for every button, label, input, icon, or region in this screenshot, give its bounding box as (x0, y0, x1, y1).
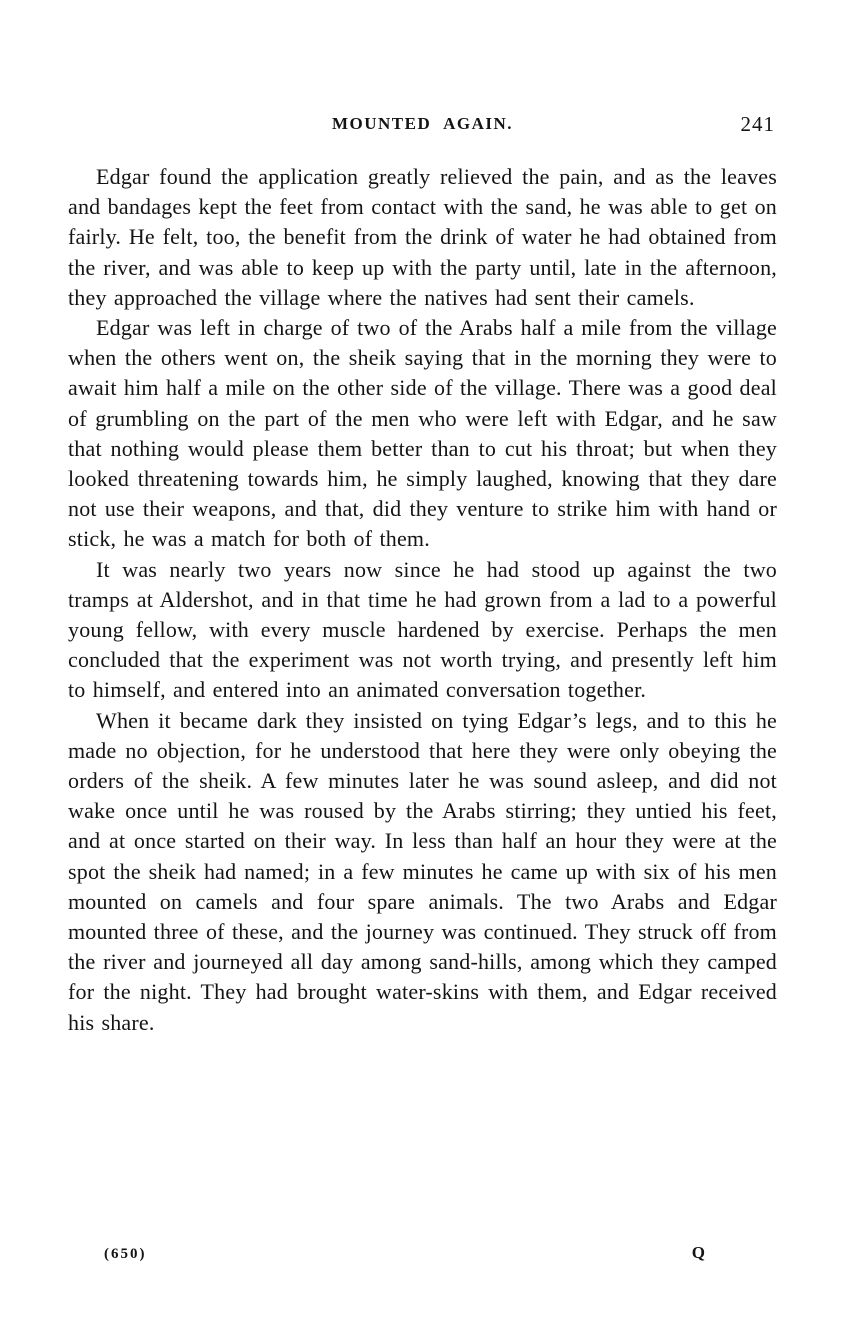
signature-mark: Q (691, 1243, 705, 1262)
page-header (68, 110, 777, 138)
body-text (68, 162, 777, 1038)
paragraph-2: Edgar was left in charge of two of the Arabs half a mile from the village when the others went on, the sheik saying that in the morning they were to await him half a mile on the other side of the village. There was a good deal of grumbling on the part of the men who were left with Edgar, and he saw that nothing would please them better than to cut his throat; but when they looked threatening towards him, he simply laughed, knowing that they dare not use their weapons, and that, did they venture to strike him with hand or stick, he was a match for both of them. (68, 315, 777, 552)
page-footer (68, 1243, 777, 1263)
text-block (68, 110, 777, 1038)
paragraph-1: Edgar found the application greatly relieved the pain, and as the leaves and bandages kept the feet from contact with the sand, he was able to get on fairly. He felt, too, the benefit from the drink of water he had obtained from the river, and was able to keep up with the party until, late in the afternoon, they approached the village where the natives had sent their camels. (68, 164, 777, 310)
running-header-title: MOUNTED AGAIN. (331, 114, 513, 133)
printer-mark: (650) (104, 1246, 147, 1262)
page-number: 241 (740, 112, 775, 136)
paragraph-4: When it became dark they insisted on tying Edgar’s legs, and to this he made no objection, for he understood that here they were only obeying the orders of the sheik. A few minutes later he was sound asleep, and did not wake once until he was roused by the Arabs stirring; they untied his feet, and at once started on their way. In less than half an hour they were at the spot the sheik had named; in a few minutes he came up with six of his men mounted on camels and four spare animals. The two Arabs and Edgar mounted three of these, and the journey was continued. They struck off from the river and journeyed all day among sand-hills, among which they camped for the night. They had brought water-skins with them, and Edgar received his share. (68, 707, 777, 1035)
paragraph-3: It was nearly two years now since he had stood up against the two tramps at Aldershot, and in that time he had grown from a lad to a powerful young fellow, with every muscle hardened by exercise. Perhaps the men concluded that the experiment was not worth trying, and presently left him to himself, and entered into an animated conversation together. (68, 556, 777, 703)
